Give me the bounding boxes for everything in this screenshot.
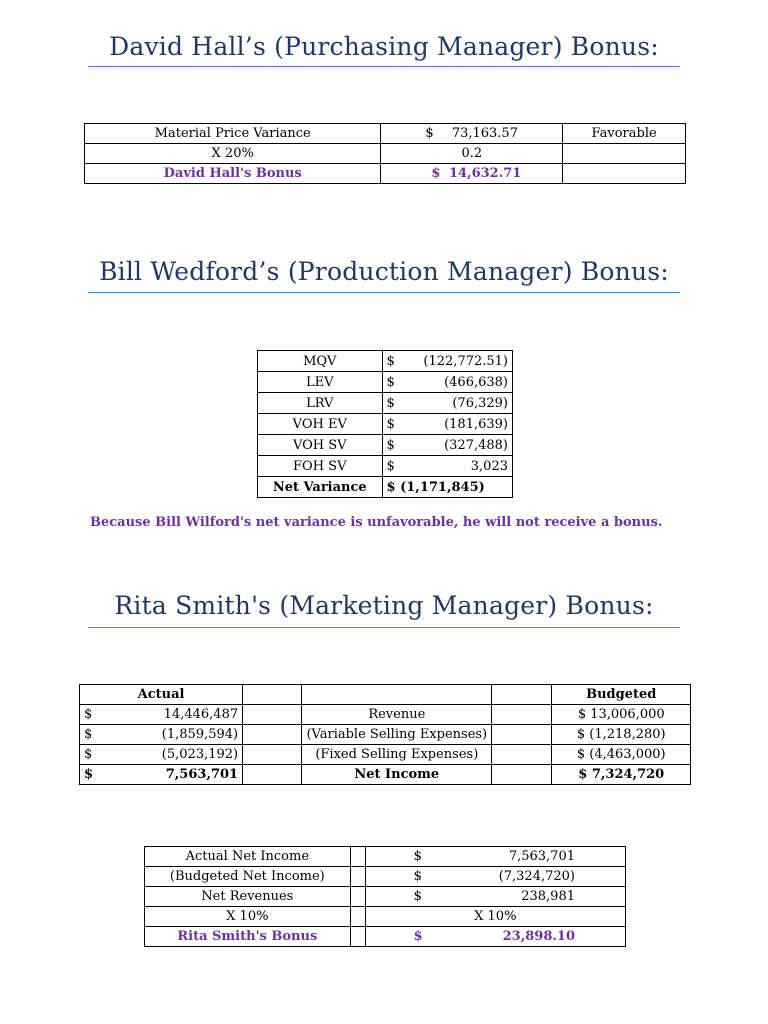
cell-label: VOH SV (258, 435, 383, 456)
cell-label: LEV (258, 372, 383, 393)
cell-budgeted-net-income: $ 7,324,720 (552, 765, 691, 785)
table-row (258, 393, 513, 414)
rita-comparison-table (79, 684, 691, 785)
cell-label: Net Income (302, 765, 492, 785)
rita-bonus-table (144, 846, 626, 947)
cell-value: $ (76,329) (382, 393, 512, 414)
cell-label: VOH EV (258, 414, 383, 435)
table-row (85, 124, 686, 144)
budgeted-header: Budgeted (552, 685, 691, 705)
cell-label: X 20% (85, 144, 381, 164)
cell-budgeted: $ (1,218,280) (552, 725, 691, 745)
empty-cell (350, 907, 365, 927)
cell-label: (Fixed Selling Expenses) (302, 745, 492, 765)
cell-label: FOH SV (258, 456, 383, 477)
empty-cell (350, 847, 365, 867)
bill-wedford-heading: Bill Wedford’s (Production Manager) Bonus: (99, 257, 669, 286)
net-variance-value: $ (1,171,845) (382, 477, 512, 498)
cell-value: $ 73,163.57 (381, 124, 563, 144)
table-row (258, 414, 513, 435)
cell-label: Material Price Variance (85, 124, 381, 144)
cell-value: 0.2 (381, 144, 563, 164)
table-row (85, 164, 686, 184)
cell-value: $ 3,023 (382, 456, 512, 477)
cell-actual: $ (5,023,192) (80, 745, 243, 765)
table-row (85, 144, 686, 164)
table-row (258, 456, 513, 477)
bill-variance-table (257, 350, 513, 498)
empty-cell (350, 867, 365, 887)
cell-actual: $ (1,859,594) (80, 725, 243, 745)
table-row (258, 435, 513, 456)
cell-value: $ 7,563,701 (365, 847, 625, 867)
cell-actual: $ 14,446,487 (80, 705, 243, 725)
bill-heading-rule (88, 292, 680, 293)
david-heading-rule (88, 66, 680, 67)
table-row (258, 477, 513, 498)
empty-cell (492, 745, 552, 765)
cell-label: X 10% (145, 907, 351, 927)
cell-label: Actual Net Income (145, 847, 351, 867)
table-row (80, 765, 691, 785)
table-row (145, 927, 626, 947)
rita-smith-heading: Rita Smith's (Marketing Manager) Bonus: (114, 591, 654, 620)
david-bonus-value: $ 14,632.71 (381, 164, 563, 184)
cell-label: LRV (258, 393, 383, 414)
empty-cell (492, 705, 552, 725)
empty-cell (492, 685, 552, 705)
cell-value: $ (181,639) (382, 414, 512, 435)
table-row (145, 887, 626, 907)
table-row (145, 847, 626, 867)
table-row (145, 907, 626, 927)
cell-status (563, 144, 686, 164)
cell-value: $ (466,638) (382, 372, 512, 393)
empty-cell (243, 685, 302, 705)
cell-value: $ (122,772.51) (382, 351, 512, 372)
cell-label: MQV (258, 351, 383, 372)
cell-status: Favorable (563, 124, 686, 144)
cell-label: (Variable Selling Expenses) (302, 725, 492, 745)
cell-status (563, 164, 686, 184)
empty-cell (243, 765, 302, 785)
cell-label: Revenue (302, 705, 492, 725)
table-row (258, 351, 513, 372)
table-header-row (80, 685, 691, 705)
cell-value: X 10% (365, 907, 625, 927)
table-row (80, 745, 691, 765)
david-hall-heading: David Hall’s (Purchasing Manager) Bonus: (109, 32, 659, 61)
empty-cell (350, 887, 365, 907)
cell-actual-net-income: $ 7,563,701 (80, 765, 243, 785)
david-bonus-label: David Hall's Bonus (85, 164, 381, 184)
cell-value: $ 238,981 (365, 887, 625, 907)
empty-cell (492, 765, 552, 785)
empty-cell (492, 725, 552, 745)
cell-value: $ (327,488) (382, 435, 512, 456)
empty-cell (243, 725, 302, 745)
rita-bonus-value: $ 23,898.10 (365, 927, 625, 947)
empty-cell (243, 745, 302, 765)
cell-label: (Budgeted Net Income) (145, 867, 351, 887)
empty-cell (350, 927, 365, 947)
david-bonus-table (84, 123, 686, 184)
table-row (258, 372, 513, 393)
table-row (80, 725, 691, 745)
empty-cell (243, 705, 302, 725)
rita-heading-rule (88, 627, 680, 628)
bill-bonus-note: Because Bill Wilford's net variance is unfavorable, he will not receive a bonus. (90, 515, 663, 530)
rita-bonus-label: Rita Smith's Bonus (145, 927, 351, 947)
actual-header: Actual (80, 685, 243, 705)
table-row (145, 867, 626, 887)
empty-cell (302, 685, 492, 705)
cell-budgeted: $ (4,463,000) (552, 745, 691, 765)
table-row (80, 705, 691, 725)
cell-value: $ (7,324,720) (365, 867, 625, 887)
cell-label: Net Revenues (145, 887, 351, 907)
net-variance-label: Net Variance (258, 477, 383, 498)
cell-budgeted: $ 13,006,000 (552, 705, 691, 725)
